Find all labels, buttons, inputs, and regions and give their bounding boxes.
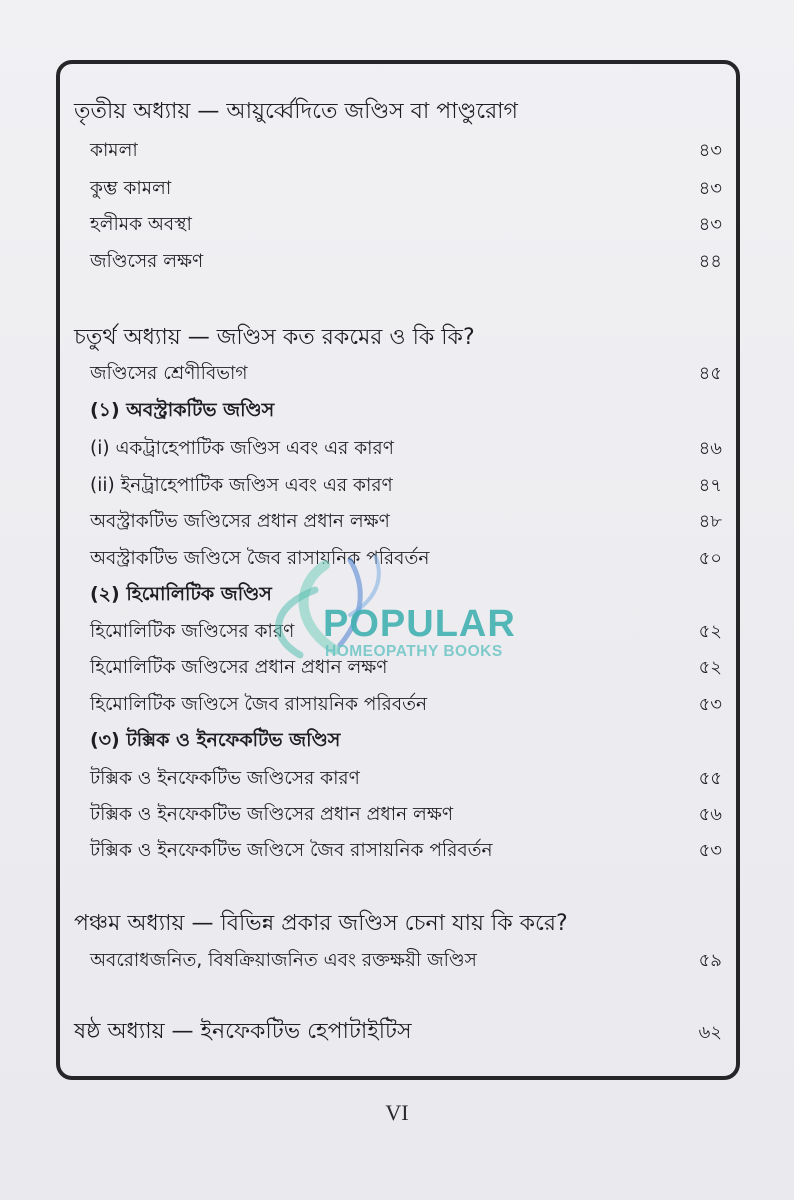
page-number: ৪৪ — [698, 251, 722, 272]
page-number: ৫২ — [698, 657, 722, 678]
toc-entry[interactable] — [90, 507, 722, 538]
entry-label: টক্সিক ও ইনফেকটিভ জণ্ডিসের কারণ — [90, 768, 360, 789]
toc-entry[interactable] — [90, 764, 722, 795]
entry-label: অবস্ট্রাকটিভ জণ্ডিসে জৈব রাসায়নিক পরিবর্তন — [90, 548, 430, 569]
subsection-title: (৩) টক্সিক ও ইনফেকটিভ জণ্ডিস — [90, 729, 341, 751]
chapter-title: চতুর্থ অধ্যায় — জণ্ডিস কত রকমের ও কি কি? — [74, 325, 475, 350]
page-number: ৫৫ — [698, 768, 722, 789]
toc-entry[interactable] — [90, 210, 722, 241]
chapter-4-heading[interactable] — [74, 320, 722, 357]
chapter-3-heading[interactable] — [74, 94, 722, 131]
toc-entry[interactable] — [90, 174, 722, 205]
toc-entry[interactable] — [90, 946, 722, 977]
entry-label: অবস্ট্রাকটিভ জণ্ডিসের প্রধান প্রধান লক্ষণ — [90, 511, 390, 532]
entry-label: জণ্ডিসের লক্ষণ — [90, 251, 204, 272]
subsection-heading-obstructive[interactable] — [90, 396, 722, 428]
entry-label: হিমোলিটিক জণ্ডিসের কারণ — [90, 621, 295, 642]
page-number: ৫৬ — [698, 804, 722, 825]
page-number: ৫০ — [698, 548, 722, 569]
subsection-heading-toxic-infective[interactable] — [90, 726, 722, 758]
toc-entry[interactable] — [90, 653, 722, 684]
table-of-contents-box — [56, 60, 740, 1080]
page-number-footer: VI — [385, 1100, 409, 1125]
page-number: ৬২ — [698, 1022, 722, 1043]
toc-entry[interactable] — [90, 247, 722, 278]
toc-entry[interactable] — [90, 617, 722, 648]
toc-entry[interactable] — [90, 836, 722, 867]
entry-label: হিমোলিটিক জণ্ডিসে জৈব রাসায়নিক পরিবর্তন — [90, 694, 428, 715]
page-number: ৪৭ — [698, 475, 722, 496]
toc-entry[interactable] — [90, 471, 722, 502]
page-number: ৪৩ — [698, 178, 722, 199]
entry-label: হিমোলিটিক জণ্ডিসের প্রধান প্রধান লক্ষণ — [90, 657, 388, 678]
toc-entry[interactable] — [90, 434, 722, 465]
toc-entry[interactable] — [90, 359, 722, 390]
watermark-subtitle: HOMEOPATHY BOOKS — [325, 643, 503, 660]
page-number: ৫২ — [698, 621, 722, 642]
chapter-title: তৃতীয় অধ্যায় — আয়ুর্ব্বেদিতে জণ্ডিস বা পাণ্ডুরোগ — [74, 99, 518, 124]
entry-label: হলীমক অবস্থা — [90, 214, 192, 235]
page-number: ৪৩ — [698, 140, 722, 161]
page-number: ৫৯ — [698, 950, 722, 971]
subsection-title: (১) অবস্ট্রাকটিভ জণ্ডিস — [90, 399, 275, 421]
toc-entry[interactable] — [90, 544, 722, 575]
subsection-title: (২) হিমোলিটিক জণ্ডিস — [90, 583, 272, 605]
entry-label: টক্সিক ও ইনফেকটিভ জণ্ডিসের প্রধান প্রধান লক্ষণ — [90, 804, 454, 825]
chapter-title: ষষ্ঠ অধ্যায় — ইনফেকটিভ হেপাটাইটিস — [74, 1019, 412, 1044]
page-number: ৪৫ — [698, 363, 722, 384]
page-number: ৪৮ — [698, 511, 722, 532]
page-number: ৪৬ — [698, 438, 722, 459]
page-number: ৫৩ — [698, 840, 722, 861]
page-number: ৪৩ — [698, 214, 722, 235]
chapter-6-heading[interactable] — [74, 1014, 722, 1051]
subsection-heading-hemolytic[interactable] — [90, 580, 722, 612]
chapter-title: পঞ্চম অধ্যায় — বিভিন্ন প্রকার জণ্ডিস চেনা যায় কি করে? — [74, 911, 568, 936]
watermark-title: POPULAR — [323, 603, 516, 645]
entry-label: কামলা — [90, 140, 138, 161]
chapter-5-heading[interactable] — [74, 906, 722, 943]
entry-label: টক্সিক ও ইনফেকটিভ জণ্ডিসে জৈব রাসায়নিক পরিবর্তন — [90, 840, 493, 861]
entry-label: অবরোধজনিত, বিষক্রিয়াজনিত এবং রক্তক্ষয়ী জণ্ডিস — [90, 950, 477, 971]
toc-entry[interactable] — [90, 800, 722, 831]
toc-entry[interactable] — [90, 136, 722, 167]
page-number: ৫৩ — [698, 694, 722, 715]
entry-label: কুম্ভ কামলা — [90, 178, 172, 199]
entry-label: জণ্ডিসের শ্রেণীবিভাগ — [90, 363, 248, 384]
toc-entry[interactable] — [90, 690, 722, 721]
entry-label: (ii) ইনট্রাহেপাটিক জণ্ডিস এবং এর কারণ — [90, 475, 393, 496]
entry-label: (i) একট্রাহেপাটিক জণ্ডিস এবং এর কারণ — [90, 438, 394, 459]
